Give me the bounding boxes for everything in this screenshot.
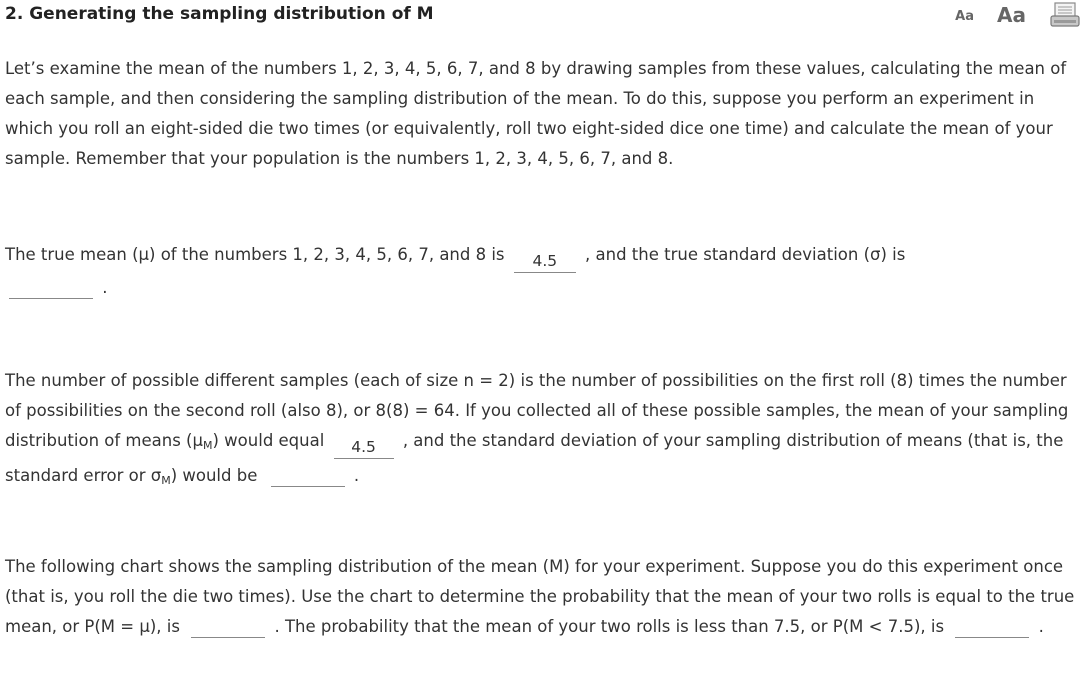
samples-text-1: The number of possible different samples (each of size n = 2) is the number of possibilities on the first roll (8) times the number of possibilities on the second roll (also 8), or 8(8) = 64. If you collected all of these possible samples, the mean of your sampling distribution of means (μ	[5, 371, 1069, 450]
decrease-font-button[interactable]: Aa	[955, 9, 974, 24]
prob-less-answer[interactable]	[955, 615, 1029, 638]
samples-text-3: , and the standard deviation of your sampling distribution of means (that is, the standard error or σ	[5, 431, 1064, 485]
standard-error-answer[interactable]	[271, 464, 345, 487]
subscript-m: M	[203, 439, 213, 452]
samples-text-4: ) would be	[170, 466, 258, 485]
period-1: .	[102, 278, 108, 297]
true-mean-text: The true mean (μ) of the numbers 1, 2, 3, 4, 5, 6, 7, and 8 is	[5, 245, 505, 264]
probability-text-2: . The probability that the mean of your two rolls is less than 7.5, or P(M < 7.5), is	[274, 617, 945, 636]
true-mean-answer[interactable]: 4.5	[514, 250, 576, 273]
sampling-mean-answer[interactable]: 4.5	[334, 436, 394, 459]
header	[0, 0, 1081, 34]
true-sd-text: , and the true standard deviation (σ) is	[585, 245, 906, 264]
page-title: 2. Generating the sampling distribution of M	[5, 4, 434, 24]
true-sd-answer[interactable]	[9, 276, 93, 299]
print-icon[interactable]	[1049, 1, 1081, 29]
prob-equal-answer[interactable]	[191, 615, 265, 638]
true-mean-question	[5, 240, 1077, 303]
probability-question	[5, 552, 1077, 642]
subscript-m: M	[161, 474, 171, 487]
period-2: .	[353, 466, 360, 485]
increase-font-button[interactable]: Aa	[997, 3, 1026, 27]
probability-text-1: The following chart shows the sampling distribution of the mean (M) for your experiment. Suppose you do this experiment once (that is, you roll the die two times). Use the chart to determine the probability that the mean of your two rolls is equal to the true mean, or P(M = μ), is	[5, 557, 1075, 636]
period-3: .	[1038, 617, 1044, 636]
samples-text-2: ) would equal	[212, 431, 325, 450]
samples-question	[5, 366, 1077, 496]
intro-paragraph: Let’s examine the mean of the numbers 1, 2, 3, 4, 5, 6, 7, and 8 by drawing samples from these values, calculating the mean of each sample, and then considering the sampling distribution of the mean. To do this, suppose you perform an experiment in which you roll an eight-sided die two times (or equivalently, roll two eight-sided dice one time) and calculate the mean of your sample. Remember that your population is the numbers 1, 2, 3, 4, 5, 6, 7, and 8.	[5, 59, 1067, 168]
